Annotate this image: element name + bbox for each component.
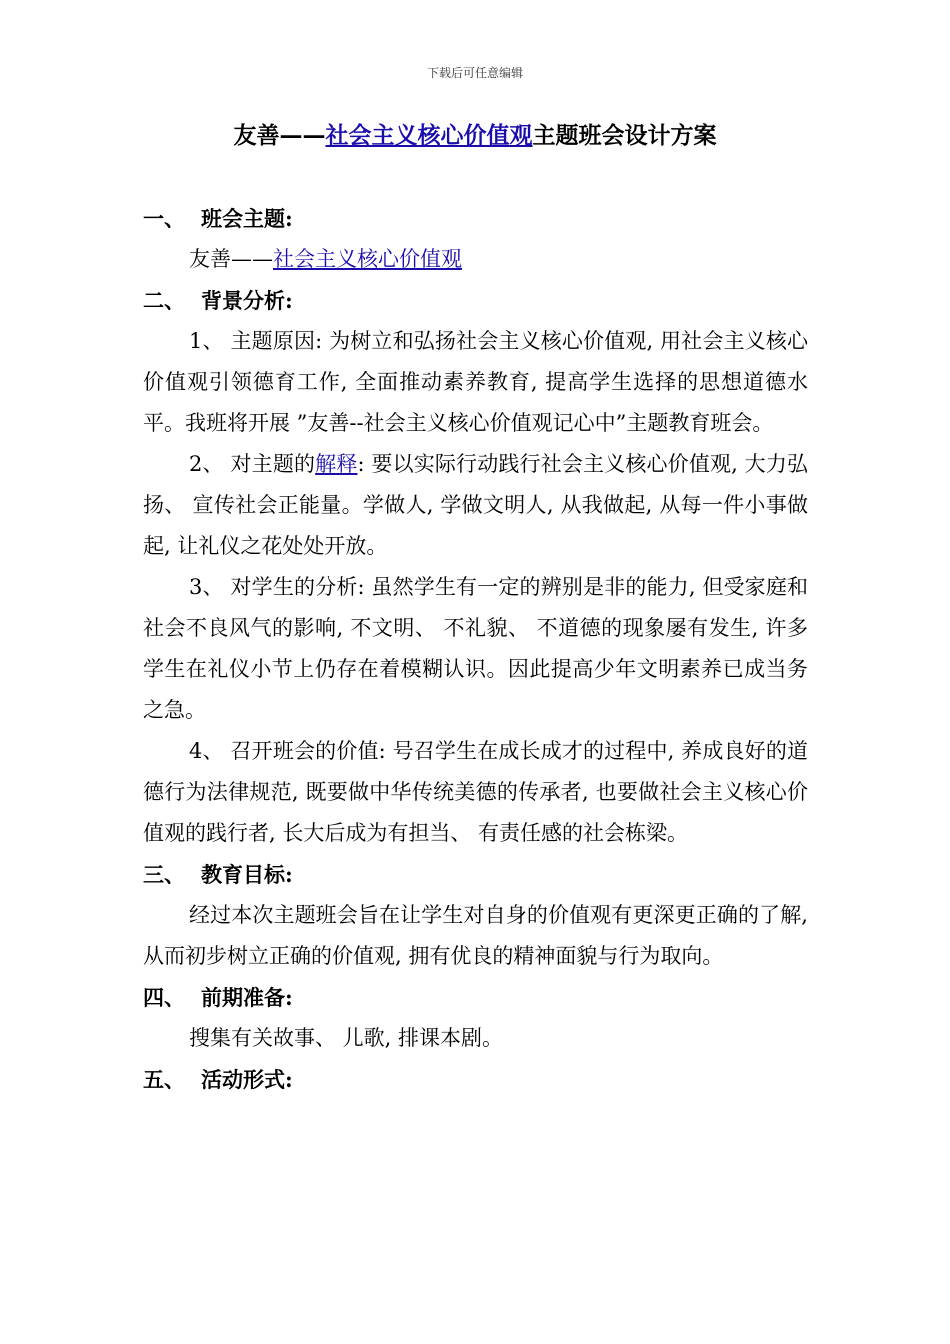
section-heading-4 (143, 977, 808, 1018)
section-heading-1 (143, 198, 808, 239)
section-heading-3 (143, 854, 808, 895)
section-number: 四、 (143, 985, 185, 1010)
section-title: 活动形式: (201, 1067, 293, 1092)
section-title: 前期准备: (201, 985, 293, 1010)
background-paragraph-2 (143, 444, 808, 567)
theme-link[interactable]: 社会主义核心价值观 (273, 247, 462, 271)
title-suffix: 主题班会设计方案 (532, 122, 717, 149)
background-paragraph-3: 3、 对学生的分析: 虽然学生有一定的辨别是非的能力, 但受家庭和社会不良风气的影响, 不文明、 不礼貌、 不道德的现象屡有发生, 许多学生在礼仪小节上仍存在着模糊认识。因此提高少年文明素养已成当务之急。 (143, 575, 808, 722)
explanation-link[interactable]: 解释 (315, 452, 358, 476)
section-heading-5 (143, 1059, 808, 1100)
title-link[interactable]: 社会主义核心价值观 (325, 122, 533, 149)
paragraph-prefix: 2、 对主题的 (189, 452, 316, 476)
section-number: 三、 (143, 862, 185, 887)
document-body (143, 198, 808, 1100)
section-title: 班会主题: (201, 206, 293, 231)
title-prefix: 友善—— (233, 122, 326, 149)
section-title: 背景分析: (201, 288, 293, 313)
page-header-note: 下载后可任意编辑 (426, 66, 523, 80)
preparation-paragraph: 搜集有关故事、 儿歌, 排课本剧。 (189, 1026, 504, 1050)
goal-paragraph: 经过本次主题班会旨在让学生对自身的价值观有更深更正确的了解, 从而初步树立正确的价值观, 拥有优良的精神面貌与行为取向。 (143, 903, 808, 968)
section-title: 教育目标: (201, 862, 293, 887)
theme-prefix: 友善—— (189, 247, 273, 271)
section-number: 五、 (143, 1067, 185, 1092)
document-title (0, 120, 950, 152)
section-1-text (143, 239, 808, 280)
paragraph-suffix: : 要以实际行动践行社会主义核心价值观, 大力弘扬、 宣传社会正能量。学做人, 学做文明人, 从我做起, 从每一件小事做起, 让礼仪之花处处开放。 (143, 452, 808, 558)
section-number: 二、 (143, 288, 185, 313)
background-paragraph-4: 4、 召开班会的价值: 号召学生在成长成才的过程中, 养成良好的道德行为法律规范, 既要做中华传统美德的传承者, 也要做社会主义核心价值观的践行者, 长大后成为有担当、 有责任感的社会栋梁。 (143, 739, 808, 845)
section-number: 一、 (143, 206, 185, 231)
section-heading-2 (143, 280, 808, 321)
background-paragraph-1: 1、 主题原因: 为树立和弘扬社会主义核心价值观, 用社会主义核心价值观引领德育工作, 全面推动素养教育, 提高学生选择的思想道德水平。我班将开展 ”友善--社会主义核心价值观记心中”主题教育班会。 (143, 329, 808, 435)
